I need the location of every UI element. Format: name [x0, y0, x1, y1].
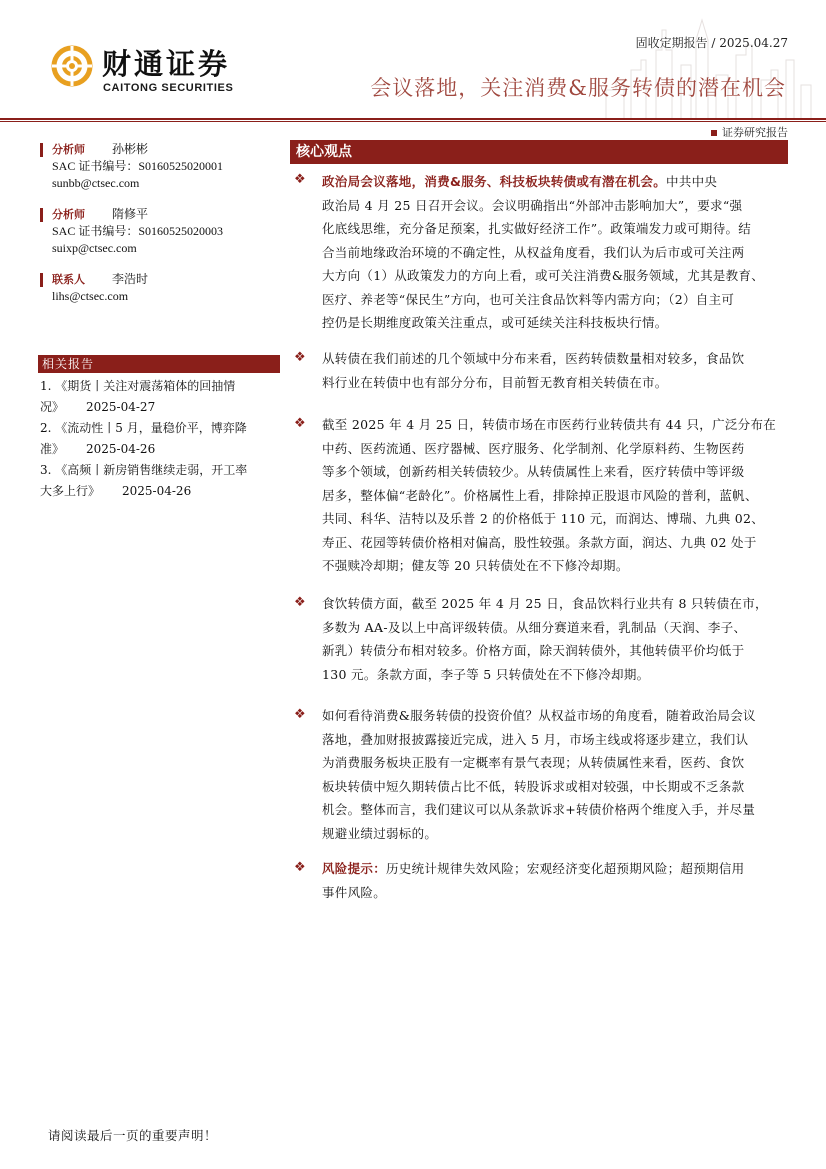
para-line: 截至 2025 年 4 月 25 日，转债市场在市医药行业转债共有 44 只，广泛分布在: [322, 417, 777, 432]
diamond-bullet-icon: ❖: [294, 416, 306, 431]
related-report-title-end: 况》: [40, 400, 65, 414]
report-type-date: 固收定期报告 / 2025.04.27: [635, 36, 788, 50]
related-report-title: 2. 《流动性丨5 月，量稳价平，博弈降: [40, 421, 247, 435]
related-report-item[interactable]: [40, 376, 278, 418]
tag-square-icon: [711, 130, 717, 136]
core-paragraph-2: [322, 347, 788, 394]
analyst-name: 隋修平: [112, 207, 149, 221]
para-line: 医疗、养老等“保民生”方向，也可关注食品饮料等内需方向；（2）自主可: [322, 291, 735, 307]
para-line: 等多个领域，创新药相关转债较少。从转债属性上来看，医疗转债中等评级: [322, 464, 745, 479]
logo-english-name: CAITONG SECURITIES: [103, 82, 234, 94]
contact-email[interactable]: lihs@ctsec.com: [52, 289, 129, 303]
para-line: 不强赎冷却期；健友等 20 只转债处在不下修冷却期。: [322, 558, 629, 573]
related-report-item[interactable]: [40, 460, 278, 502]
core-paragraph-3: [322, 413, 788, 578]
related-report-title-cont: [40, 397, 278, 418]
related-report-date: 2025-04-26: [86, 442, 156, 456]
para-line: 控仍是长期维度政策关注重点，或可延续关注科技板块行情。: [322, 315, 668, 330]
analyst-email[interactable]: suixp@ctsec.com: [52, 241, 137, 255]
core-view-heading: 核心观点: [290, 140, 788, 164]
related-report-item[interactable]: [40, 418, 278, 460]
related-report-title: 1. 《期货丨关注对震荡箱体的回抽情: [40, 379, 236, 393]
para-line: 多数为 AA-及以上中高评级转债。从细分赛道来看，乳制品（天润、李子、: [322, 619, 747, 635]
para-line: 中药、医药流通、医疗器械、医疗服务、化学制剂、化学原料药、生物医药: [322, 440, 745, 456]
analyst-role: 分析师: [52, 208, 85, 221]
diamond-bullet-icon: ❖: [294, 172, 306, 187]
para-line: 新乳）转债分布相对较多。价格方面，除天润转债外，其他转债平价均低于: [322, 643, 745, 658]
para-line-text: 历史统计规律失效风险；宏观经济变化超预期风险；超预期信用: [386, 861, 745, 876]
para-line: [322, 170, 788, 194]
related-report-title-end: 大多上行》: [40, 484, 101, 498]
analyst-card: [40, 141, 280, 193]
core-paragraph-5: [322, 704, 788, 845]
analyst-bar: [40, 143, 43, 157]
para-line: [322, 857, 788, 881]
related-report-title-end: 准》: [40, 442, 65, 456]
core-paragraph-1: [322, 170, 788, 335]
related-report-title: 3. 《高频丨新房销售继续走弱，开工率: [40, 463, 248, 477]
header-divider: [0, 118, 826, 120]
risk-lead: 风险提示：: [322, 861, 387, 876]
para-line: 大方向（1）从政策发力的方向上看，或可关注消费&服务领域，尤其是教育、: [322, 268, 765, 283]
diamond-bullet-icon: ❖: [294, 595, 306, 610]
related-report-date: 2025-04-26: [122, 484, 192, 498]
contact-card: [40, 271, 280, 307]
para-line: 化底线思维，充分备足预案，扎实做好经济工作”。政策端发力或可期待。结: [322, 221, 752, 236]
para-line: 从转债在我们前述的几个领域中分布来看，医药转债数量相对较多，食品饮: [322, 351, 745, 366]
analyst-email[interactable]: sunbb@ctsec.com: [52, 176, 140, 190]
para-line: 落地，叠加财报披露接近完成，进入 5 月，市场主线或将逐步建立，我们认: [322, 731, 749, 747]
logo: [50, 42, 250, 98]
para-line: 食饮转债方面，截至 2025 年 4 月 25 日，食品饮料行业共有 8 只转债在市，: [322, 596, 768, 611]
related-report-title-cont: [40, 481, 278, 502]
para-line: 寿正、花园等转债价格相对偏高，股性较强。条款方面，润达、九典 02 处于: [322, 534, 757, 550]
para-line: 为消费服务板块正股有一定概率有景气表现；从转债属性来看，医药、食饮: [322, 755, 745, 770]
para-line: 政治局 4 月 25 日召开会议。会议明确指出“外部冲击影响加大”，要求“强: [322, 197, 743, 213]
contact-bar: [40, 273, 43, 287]
para-line: 共同、科华、洁特以及乐普 2 的价格低于 110 元，而润达、博瑞、九典 02、: [322, 511, 765, 526]
analyst-role: 分析师: [52, 143, 85, 156]
para-line: 规避业绩过弱标的。: [322, 825, 438, 841]
logo-chinese-name: 财通证券: [102, 47, 231, 81]
diamond-bullet-icon: ❖: [294, 350, 306, 365]
logo-mark-icon: [50, 44, 94, 88]
analyst-card: [40, 206, 280, 258]
risk-paragraph: [322, 857, 788, 904]
para-line: 合当前地缘政治环境的不确定性，从权益角度看，我们认为后市或可关注两: [322, 244, 745, 260]
para-line: 料行业在转债中也有部分分布，目前暂无教育相关转债在市。: [322, 374, 668, 390]
related-report-title-cont: [40, 439, 278, 460]
report-tag: [711, 124, 788, 140]
diamond-bullet-icon: ❖: [294, 707, 306, 722]
related-reports-heading: 相关报告: [38, 355, 280, 373]
footer-disclaimer: 请阅读最后一页的重要声明！: [48, 1128, 218, 1143]
analyst-name: 孙彬彬: [112, 142, 149, 156]
para-1-lead: 政治局会议落地，消费&服务、科技板块转债或有潜在机会。: [322, 174, 667, 189]
para-line: 130 元。条款方面，李子等 5 只转债处在不下修冷却期。: [322, 666, 650, 682]
report-title: 会议落地，关注消费&服务转债的潜在机会: [370, 76, 786, 100]
header-divider-thin: [0, 121, 826, 122]
analyst-bar: [40, 208, 43, 222]
contact-name: 李浩时: [112, 272, 149, 286]
para-line: 居多，整体偏“老龄化”。价格属性上看，排除掉正股退市风险的普利，蓝帆、: [322, 487, 758, 503]
analyst-cert: SAC 证书编号：S0160525020003: [52, 224, 224, 238]
para-line: 事件风险。: [322, 884, 387, 900]
para-line: 如何看待消费&服务转债的投资价值？从权益市场的角度看，随着政治局会议: [322, 708, 756, 723]
core-paragraph-4: [322, 592, 788, 686]
related-report-date: 2025-04-27: [86, 400, 156, 414]
report-tag-label: 证券研究报告: [722, 126, 788, 139]
contact-role: 联系人: [52, 273, 85, 286]
para-line-text: 中共中央: [666, 174, 718, 189]
para-line: 机会。整体而言，我们建议可以从条款诉求+转债价格两个维度入手，并尽量: [322, 802, 756, 817]
diamond-bullet-icon: ❖: [294, 860, 306, 875]
para-line: 板块转债中短久期转债占比不低，转股诉求或相对较强，中长期或不乏条款: [322, 778, 745, 794]
analyst-cert: SAC 证书编号：S0160525020001: [52, 159, 224, 173]
